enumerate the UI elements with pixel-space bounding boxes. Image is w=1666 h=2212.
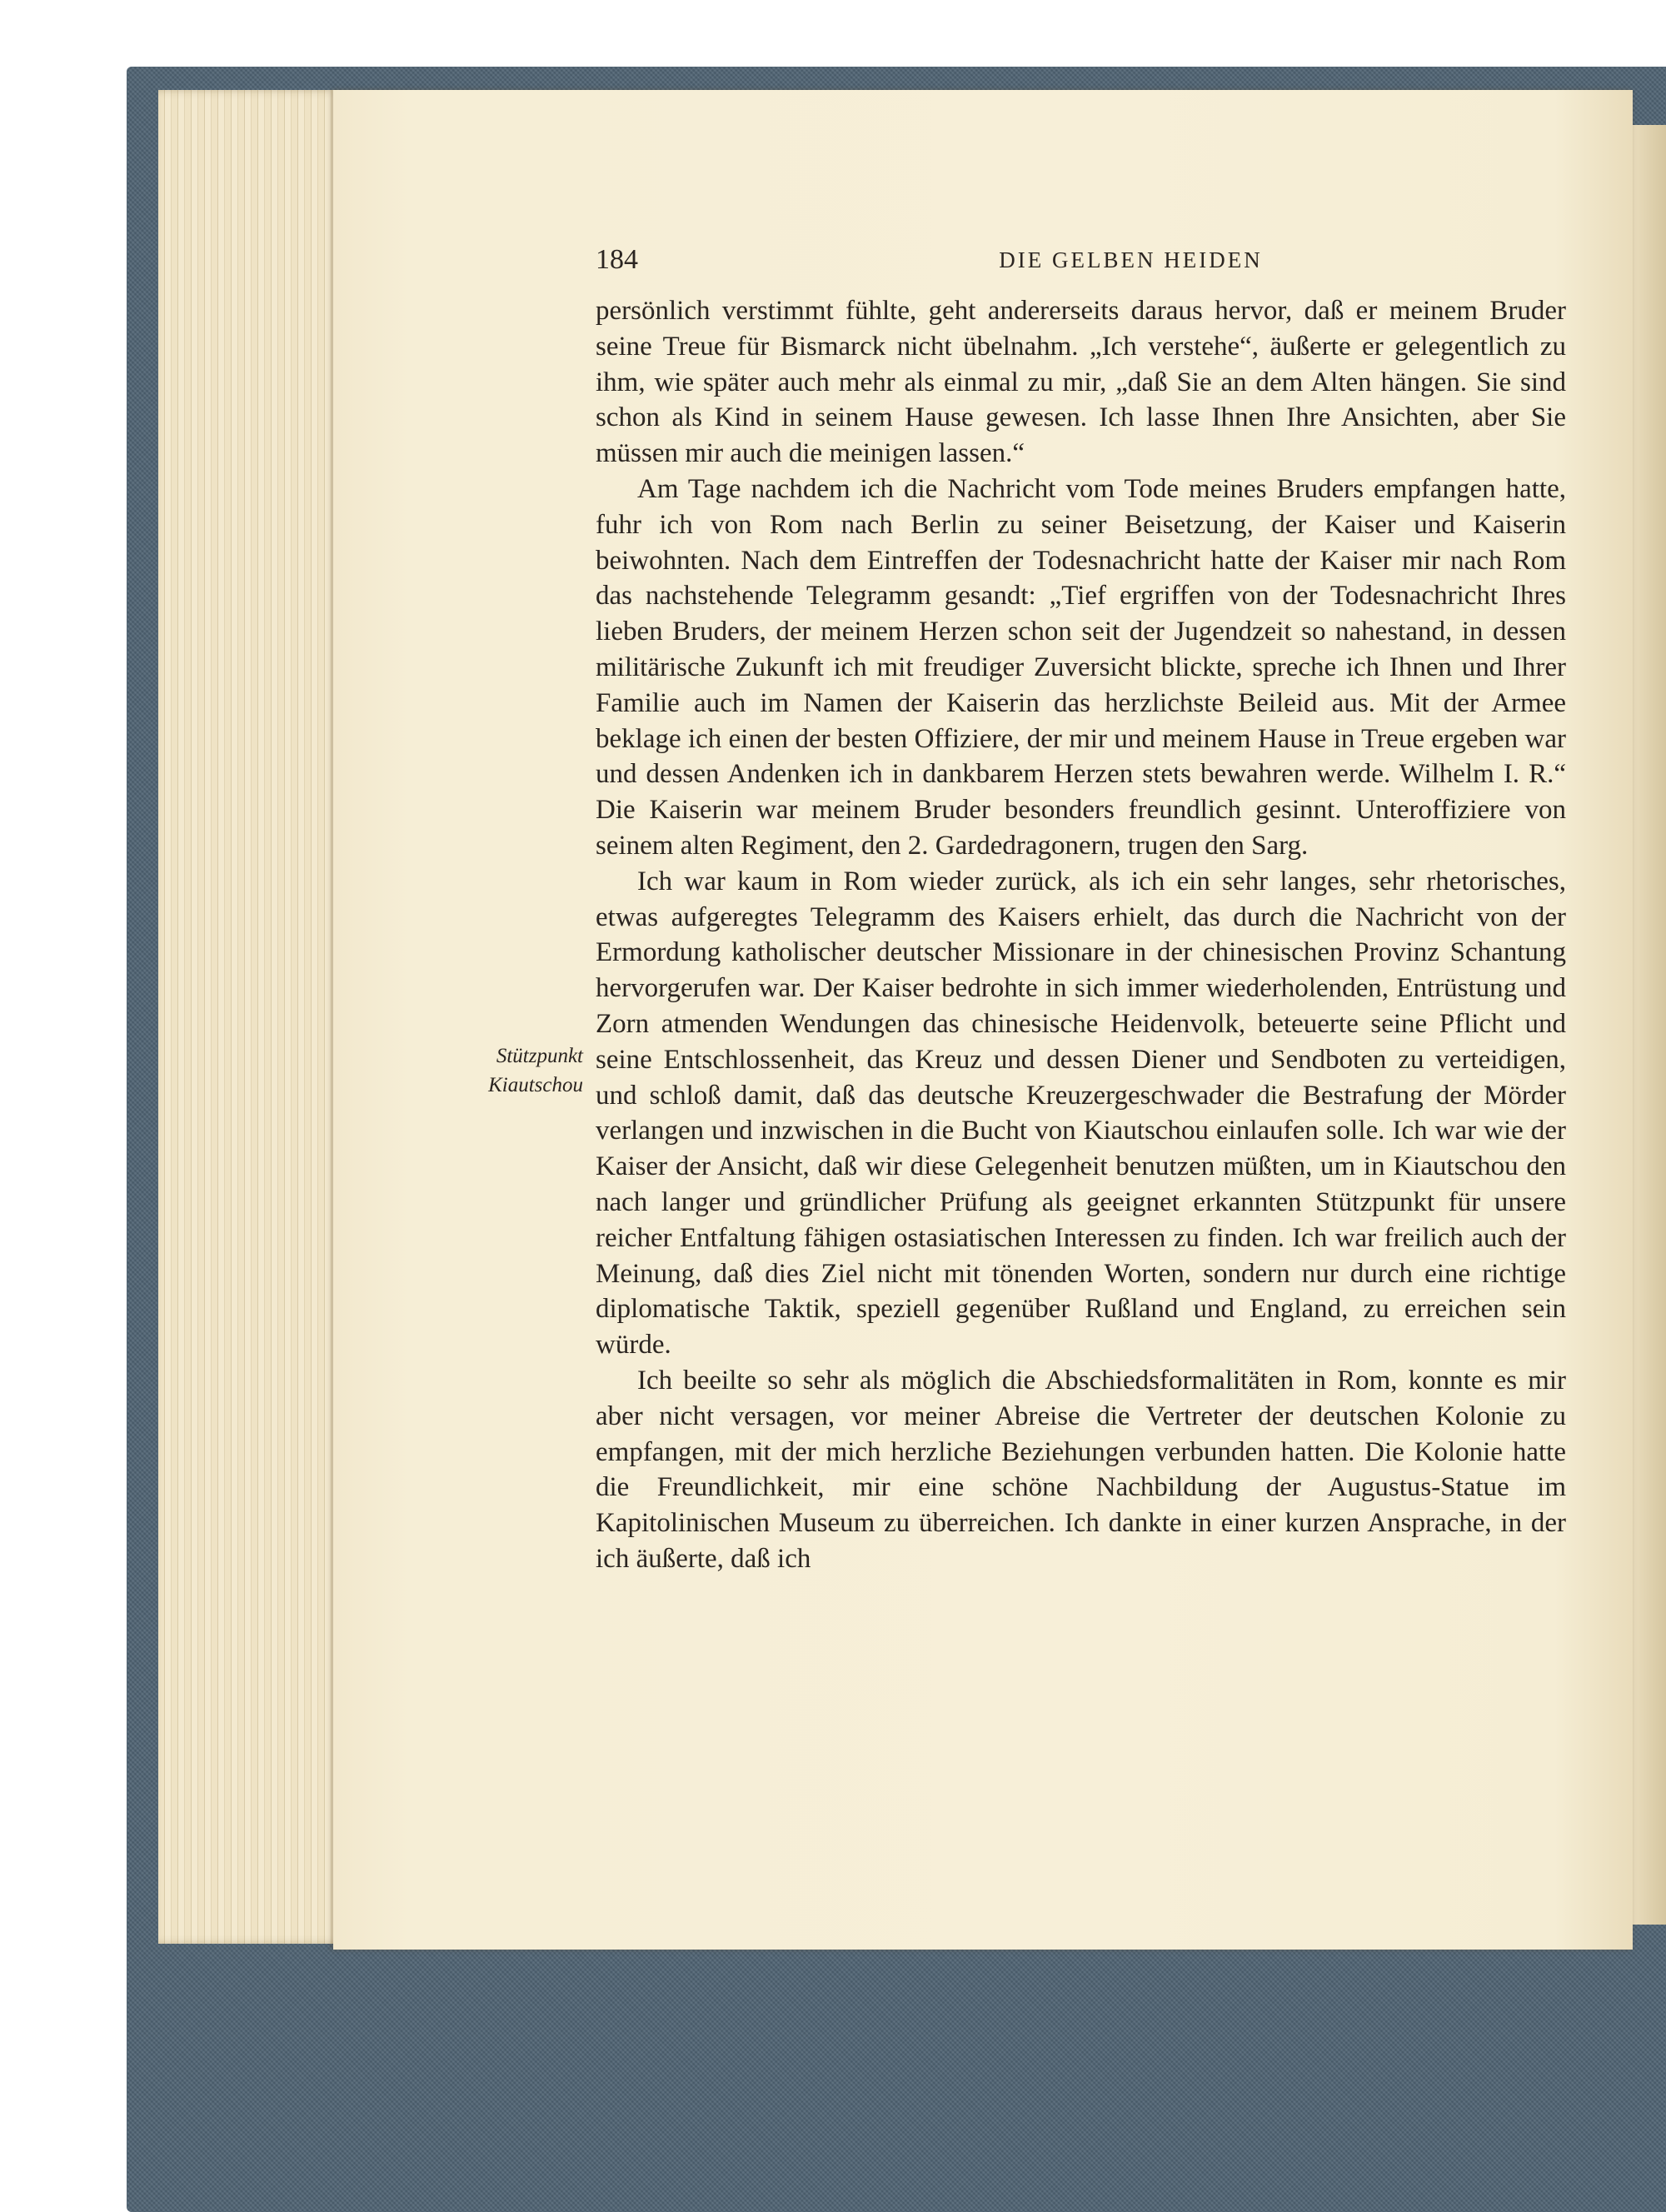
margin-note-line: Kiautschou: [488, 1074, 583, 1096]
paragraph: Ich war kaum in Rom wieder zurück, als ich ein sehr langes, sehr rhetorisches, etwas aufgeregtes Telegramm des Kaisers erhielt, das durch die Nachricht von der Ermordung katholischer deutscher Missionare in der chinesischen Provinz Schantung hervorgerufen war. Der Kaiser bedrohte in sich immer wiederholenden, Entrüstung und Zorn atmenden Wendungen das chinesische Heidenvolk, beteuerte seine Pflicht und seine Entschlossenheit, das Kreuz und dessen Diener und Sendboten zu verteidigen, und schloß damit, daß das deutsche Kreuzergeschwader die Bestrafung der Mörder verlangen und inzwischen in die Bucht von Kiautschou einlaufen solle. Ich war wie der Kaiser der Ansicht, daß wir diese Gelegenheit benutzen müßten, um in Kiautschou den nach langer und gründlicher Prüfung als geeignet erkannten Stützpunkt für unsere reicher Entfaltung fähigen ostasiatischen Interessen zu finden. Ich war freilich auch der Meinung, daß dies Ziel nicht mit tönenden Worten, sondern nur durch eine richtige diplomatische Taktik, speziell gegenüber Rußland und England, zu erreichen sein würde.: [596, 866, 1566, 1361]
margin-note-line: Stützpunkt: [496, 1045, 583, 1067]
body-text: [596, 293, 1566, 1577]
paragraph: Am Tage nachdem ich die Nachricht vom Tode meines Bruders empfangen hatte, fuhr ich von Rom nach Berlin zu seiner Beisetzung, der Kaiser und Kaiserin beiwohnten. Nach dem Eintreffen der Todesnachricht hatte der Kaiser mir nach Rom das nachstehende Telegramm gesandt: „Tief ergriffen von der Todesnachricht Ihres lieben Bruders, der meinem Herzen schon seit der Jugendzeit so nahestand, in dessen militärische Zukunft ich mit freudiger Zuversicht blickte, spreche ich Ihnen und Ihrer Familie auch im Namen der Kaiserin das herzlichste Beileid aus. Mit der Armee beklage ich einen der besten Offiziere, der mir und meinem Hause in Treue ergeben war und dessen Andenken ich in dankbarem Herzen stets bewahren werde. Wilhelm I. R.“ Die Kaiserin war meinem Bruder besonders freundlich gesinnt. Unteroffiziere von seinem alten Regiment, den 2. Gardedragonern, trugen den Sarg.: [596, 473, 1566, 861]
running-head: DIE GELBEN HEIDEN: [999, 247, 1263, 272]
page-header: [596, 243, 1566, 277]
margin-note: [433, 1041, 583, 1100]
paragraph: persönlich verstimmt fühlte, geht andererseits daraus hervor, daß er meinem Bruder seine Treue für Bismarck nicht übelnahm. „Ich verstehe“, äußerte er gelegentlich zu ihm, wie später auch mehr als einmal zu mir, „daß Sie an dem Alten hängen. Sie sind schon als Kind in seinem Hause gewesen. Ich lasse Ihnen Ihre Ansichten, aber Sie müssen mir auch die meinigen lassen.“: [596, 296, 1566, 469]
page-number: 184: [596, 244, 638, 275]
paragraph: Ich beeilte so sehr als möglich die Abschiedsformalitäten in Rom, konnte es mir aber nicht versagen, vor meiner Abreise die Vertreter der deutschen Kolonie zu empfangen, mit der mich herzliche Beziehungen verbunden hatten. Die Kolonie hatte die Freundlichkeit, mir eine schöne Nachbildung der Augustus-Statue im Kapitolinischen Museum zu überreichen. Ich dankte in einer kurzen Ansprache, in der ich äußerte, daß ich: [596, 1365, 1566, 1574]
page-edges: [158, 90, 346, 1944]
